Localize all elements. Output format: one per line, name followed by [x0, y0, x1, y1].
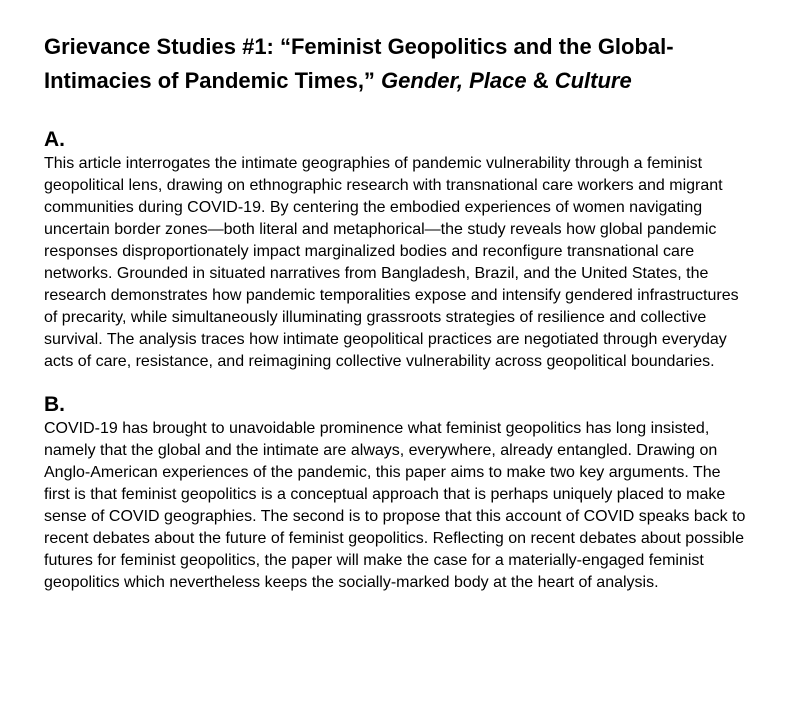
section-a-paragraph: This article interrogates the intimate geographies of pandemic vulnerability through a feminist geopolitical lens, drawing on ethnographic research with transnational care workers and migrant communities during COVID-19. By centering the embodied experiences of women navigating uncertain border zones—both literal and metaphorical—the study reveals how global pandemic responses disproportionately impact marginalized bodies and reconfigure transnational care networks. Grounded in situated narratives from Bangladesh, Brazil, and the United States, the research demonstrates how pandemic temporalities expose and intensify gendered infrastructures of precarity, while simultaneously illuminating grassroots strategies of resilience and collective survival. The analysis traces how intimate geopolitical practices are negotiated through everyday acts of care, resistance, and reimagining collective vulnerability across geopolitical boundaries. [44, 155, 739, 370]
title-ampersand: & [526, 68, 555, 93]
section-b-heading: B. [44, 393, 65, 416]
section-a-heading: A. [44, 128, 65, 151]
section-b-paragraph: COVID-19 has brought to unavoidable prominence what feminist geopolitics has long insisted, namely that the global and the intimate are always, everywhere, already entangled. Drawing on Anglo-American experiences of the pandemic, this paper aims to make two key arguments. The first is that feminist geopolitics is a conceptual approach that is perhaps uniquely placed to make sense of COVID geographies. The second is to propose that this account of COVID speaks back to recent debates about the future of feminist geopolitics. Reflecting on recent debates about possible futures for feminist geopolitics, the paper will make the case for a materially-engaged feminist geopolitics which nevertheless keeps the socially-marked body at the heart of analysis. [44, 420, 746, 591]
page-title [44, 30, 747, 98]
title-text: Grievance Studies #1: “Feminist Geopolitics and the Global-Intimacies of Pandemic Times,” [44, 34, 674, 93]
journal-name-end: Culture [554, 68, 632, 93]
journal-name: Gender, Place [381, 68, 527, 93]
